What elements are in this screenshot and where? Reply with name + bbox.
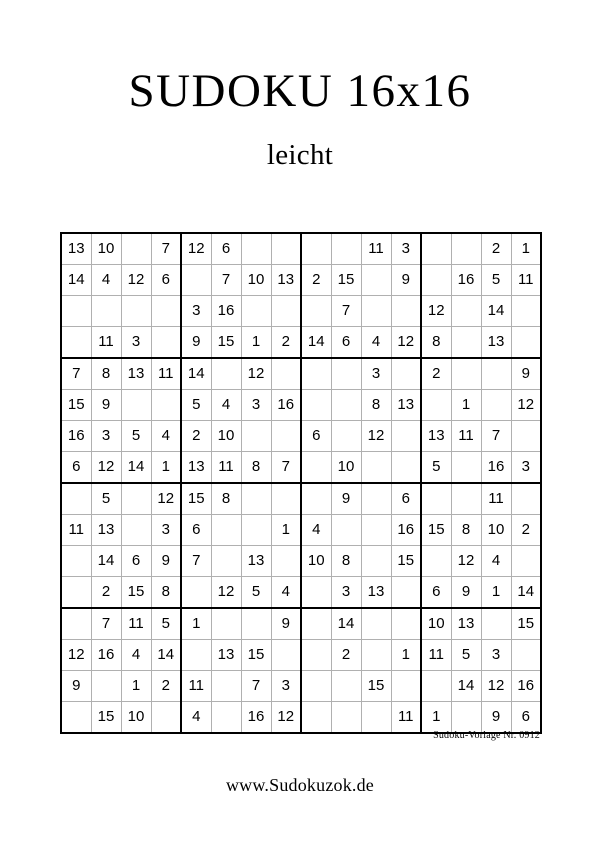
sudoku-cell-given[interactable]: 12 — [511, 390, 541, 421]
sudoku-cell-given[interactable]: 1 — [511, 233, 541, 265]
sudoku-cell-empty[interactable] — [241, 421, 271, 452]
sudoku-cell-given[interactable]: 9 — [391, 265, 421, 296]
sudoku-cell-empty[interactable] — [511, 327, 541, 359]
sudoku-row — [61, 515, 541, 546]
sudoku-cell-given[interactable]: 15 — [121, 577, 151, 609]
sudoku-cell-given[interactable]: 4 — [271, 577, 301, 609]
sudoku-cell-empty[interactable] — [301, 358, 331, 390]
sudoku-cell-empty[interactable] — [61, 546, 91, 577]
sudoku-cell-given[interactable]: 8 — [421, 327, 451, 359]
sudoku-cell-given[interactable]: 11 — [121, 608, 151, 640]
sudoku-cell-given[interactable]: 16 — [481, 452, 511, 484]
sudoku-cell-given[interactable]: 10 — [211, 421, 241, 452]
sudoku-cell-given[interactable]: 15 — [91, 702, 121, 734]
sudoku-cell-empty[interactable] — [301, 702, 331, 734]
sudoku-cell-empty[interactable] — [301, 233, 331, 265]
sudoku-cell-given[interactable]: 15 — [241, 640, 271, 671]
sudoku-cell-empty[interactable] — [241, 296, 271, 327]
sudoku-cell-given[interactable]: 15 — [361, 671, 391, 702]
sudoku-cell-given[interactable]: 5 — [481, 265, 511, 296]
sudoku-cell-given[interactable]: 15 — [331, 265, 361, 296]
sudoku-cell-empty[interactable] — [271, 296, 301, 327]
sudoku-cell-given[interactable]: 15 — [511, 608, 541, 640]
sudoku-cell-given[interactable]: 4 — [361, 327, 391, 359]
sudoku-cell-given[interactable]: 11 — [451, 421, 481, 452]
sudoku-cell-given[interactable]: 15 — [211, 327, 241, 359]
sudoku-cell-empty[interactable] — [301, 671, 331, 702]
sudoku-cell-empty[interactable] — [361, 640, 391, 671]
sudoku-cell-given[interactable]: 4 — [151, 421, 181, 452]
sudoku-cell-empty[interactable] — [421, 390, 451, 421]
sudoku-cell-given[interactable]: 5 — [451, 640, 481, 671]
sudoku-cell-given[interactable]: 9 — [451, 577, 481, 609]
sudoku-cell-empty[interactable] — [211, 546, 241, 577]
sudoku-cell-given[interactable]: 13 — [241, 546, 271, 577]
sudoku-row — [61, 233, 541, 265]
sudoku-cell-given[interactable]: 10 — [241, 265, 271, 296]
sudoku-cell-empty[interactable] — [511, 640, 541, 671]
sudoku-cell-given[interactable]: 4 — [181, 702, 211, 734]
sudoku-cell-given[interactable]: 16 — [91, 640, 121, 671]
sudoku-cell-given[interactable]: 10 — [481, 515, 511, 546]
sudoku-cell-empty[interactable] — [391, 671, 421, 702]
sudoku-cell-given[interactable]: 3 — [181, 296, 211, 327]
sudoku-row — [61, 546, 541, 577]
sudoku-cell-empty[interactable] — [361, 515, 391, 546]
sudoku-cell-given[interactable]: 4 — [481, 546, 511, 577]
sudoku-cell-given[interactable]: 4 — [91, 265, 121, 296]
sudoku-cell-empty[interactable] — [391, 358, 421, 390]
sudoku-cell-given[interactable]: 13 — [421, 421, 451, 452]
sudoku-cell-given[interactable]: 9 — [271, 608, 301, 640]
sudoku-row — [61, 483, 541, 515]
sudoku-row — [61, 671, 541, 702]
sudoku-cell-empty[interactable] — [211, 671, 241, 702]
sudoku-cell-empty[interactable] — [481, 608, 511, 640]
sudoku-cell-empty[interactable] — [211, 358, 241, 390]
sudoku-cell-given[interactable]: 3 — [151, 515, 181, 546]
sudoku-cell-given[interactable]: 5 — [421, 452, 451, 484]
sudoku-cell-given[interactable]: 5 — [121, 421, 151, 452]
sudoku-cell-given[interactable]: 12 — [481, 671, 511, 702]
sudoku-cell-given[interactable]: 13 — [481, 327, 511, 359]
sudoku-cell-given[interactable]: 6 — [181, 515, 211, 546]
sudoku-grid-container — [60, 232, 542, 734]
sudoku-cell-empty[interactable] — [331, 702, 361, 734]
sudoku-cell-empty[interactable] — [301, 452, 331, 484]
sudoku-cell-empty[interactable] — [301, 608, 331, 640]
sudoku-cell-given[interactable]: 12 — [151, 483, 181, 515]
sudoku-cell-empty[interactable] — [301, 577, 331, 609]
sudoku-cell-empty[interactable] — [391, 452, 421, 484]
sudoku-cell-empty[interactable] — [421, 483, 451, 515]
sudoku-cell-empty[interactable] — [331, 421, 361, 452]
sudoku-cell-given[interactable]: 15 — [61, 390, 91, 421]
sudoku-cell-empty[interactable] — [61, 327, 91, 359]
sudoku-cell-given[interactable]: 14 — [301, 327, 331, 359]
sudoku-cell-empty[interactable] — [481, 390, 511, 421]
sudoku-cell-empty[interactable] — [181, 577, 211, 609]
sudoku-row — [61, 608, 541, 640]
sudoku-cell-empty[interactable] — [181, 640, 211, 671]
sudoku-cell-empty[interactable] — [151, 702, 181, 734]
sudoku-cell-empty[interactable] — [151, 296, 181, 327]
sudoku-cell-given[interactable]: 2 — [331, 640, 361, 671]
sudoku-cell-empty[interactable] — [301, 483, 331, 515]
sudoku-cell-given[interactable]: 16 — [271, 390, 301, 421]
sudoku-cell-given[interactable]: 5 — [151, 608, 181, 640]
sudoku-cell-given[interactable]: 14 — [451, 671, 481, 702]
sudoku-cell-empty[interactable] — [91, 671, 121, 702]
sudoku-cell-given[interactable]: 1 — [181, 608, 211, 640]
sudoku-cell-given[interactable]: 12 — [271, 702, 301, 734]
sudoku-cell-empty[interactable] — [271, 546, 301, 577]
sudoku-cell-given[interactable]: 12 — [391, 327, 421, 359]
sudoku-cell-empty[interactable] — [61, 483, 91, 515]
sudoku-cell-empty[interactable] — [91, 296, 121, 327]
sudoku-cell-empty[interactable] — [391, 608, 421, 640]
sudoku-row — [61, 296, 541, 327]
sudoku-cell-given[interactable]: 6 — [391, 483, 421, 515]
sudoku-cell-given[interactable]: 6 — [421, 577, 451, 609]
sudoku-cell-given[interactable]: 6 — [331, 327, 361, 359]
sudoku-cell-empty[interactable] — [451, 327, 481, 359]
sudoku-cell-given[interactable]: 7 — [181, 546, 211, 577]
sudoku-cell-given[interactable]: 15 — [181, 483, 211, 515]
sudoku-cell-given[interactable]: 12 — [451, 546, 481, 577]
sudoku-cell-empty[interactable] — [61, 577, 91, 609]
sudoku-cell-given[interactable]: 7 — [91, 608, 121, 640]
sudoku-cell-empty[interactable] — [121, 296, 151, 327]
sudoku-cell-given[interactable]: 16 — [451, 265, 481, 296]
sudoku-cell-given[interactable]: 13 — [181, 452, 211, 484]
sudoku-cell-given[interactable]: 8 — [451, 515, 481, 546]
sudoku-cell-given[interactable]: 5 — [241, 577, 271, 609]
sudoku-cell-empty[interactable] — [151, 327, 181, 359]
sudoku-row — [61, 452, 541, 484]
sudoku-cell-given[interactable]: 9 — [511, 358, 541, 390]
sudoku-cell-given[interactable]: 16 — [241, 702, 271, 734]
sudoku-cell-empty[interactable] — [241, 483, 271, 515]
template-reference: Sudoku-Vorlage Nr. 0912 — [433, 730, 540, 741]
sudoku-cell-empty[interactable] — [271, 421, 301, 452]
sudoku-cell-empty[interactable] — [61, 296, 91, 327]
sudoku-cell-given[interactable]: 3 — [391, 233, 421, 265]
sudoku-cell-given[interactable]: 6 — [61, 452, 91, 484]
sudoku-cell-given[interactable]: 3 — [331, 577, 361, 609]
sudoku-cell-given[interactable]: 6 — [151, 265, 181, 296]
sudoku-cell-given[interactable]: 13 — [61, 233, 91, 265]
sudoku-cell-empty[interactable] — [361, 452, 391, 484]
sudoku-cell-given[interactable]: 11 — [361, 233, 391, 265]
sudoku-cell-given[interactable]: 14 — [511, 577, 541, 609]
sudoku-cell-given[interactable]: 7 — [331, 296, 361, 327]
sudoku-cell-empty[interactable] — [361, 608, 391, 640]
sudoku-cell-given[interactable]: 10 — [121, 702, 151, 734]
sudoku-cell-empty[interactable] — [421, 233, 451, 265]
sudoku-cell-empty[interactable] — [481, 358, 511, 390]
sudoku-cell-empty[interactable] — [241, 515, 271, 546]
sudoku-cell-empty[interactable] — [451, 483, 481, 515]
sudoku-cell-empty[interactable] — [361, 546, 391, 577]
sudoku-cell-given[interactable]: 2 — [421, 358, 451, 390]
sudoku-cell-given[interactable]: 13 — [361, 577, 391, 609]
sudoku-cell-given[interactable]: 2 — [511, 515, 541, 546]
site-url: www.Sudokuzok.de — [225, 775, 375, 795]
sudoku-cell-given[interactable]: 3 — [121, 327, 151, 359]
page-header — [0, 0, 600, 172]
sudoku-row — [61, 390, 541, 421]
sudoku-cell-given[interactable]: 6 — [511, 702, 541, 734]
sudoku-cell-empty[interactable] — [211, 702, 241, 734]
sudoku-cell-given[interactable]: 3 — [91, 421, 121, 452]
sudoku-cell-empty[interactable] — [391, 421, 421, 452]
sudoku-cell-empty[interactable] — [511, 421, 541, 452]
sudoku-cell-given[interactable]: 6 — [211, 233, 241, 265]
sudoku-cell-given[interactable]: 7 — [271, 452, 301, 484]
sudoku-cell-empty[interactable] — [301, 296, 331, 327]
sudoku-cell-given[interactable]: 7 — [241, 671, 271, 702]
sudoku-cell-given[interactable]: 16 — [511, 671, 541, 702]
sudoku-cell-given[interactable]: 10 — [331, 452, 361, 484]
sudoku-cell-given[interactable]: 2 — [481, 233, 511, 265]
sudoku-cell-given[interactable]: 11 — [421, 640, 451, 671]
sudoku-cell-given[interactable]: 16 — [211, 296, 241, 327]
sudoku-cell-empty[interactable] — [121, 390, 151, 421]
sudoku-cell-given[interactable]: 1 — [241, 327, 271, 359]
sudoku-cell-given[interactable]: 3 — [241, 390, 271, 421]
sudoku-cell-empty[interactable] — [361, 702, 391, 734]
sudoku-cell-given[interactable]: 6 — [121, 546, 151, 577]
sudoku-cell-empty[interactable] — [121, 483, 151, 515]
difficulty-label: leicht — [266, 139, 334, 171]
sudoku-cell-empty[interactable] — [511, 483, 541, 515]
sudoku-grid[interactable] — [60, 232, 542, 734]
sudoku-cell-given[interactable]: 7 — [481, 421, 511, 452]
sudoku-cell-given[interactable]: 2 — [301, 265, 331, 296]
sudoku-cell-empty[interactable] — [271, 640, 301, 671]
sudoku-cell-given[interactable]: 12 — [91, 452, 121, 484]
sudoku-row — [61, 640, 541, 671]
sudoku-cell-given[interactable]: 15 — [421, 515, 451, 546]
sudoku-cell-given[interactable]: 10 — [301, 546, 331, 577]
sudoku-cell-given[interactable]: 13 — [271, 265, 301, 296]
sudoku-cell-empty[interactable] — [331, 233, 361, 265]
sudoku-cell-given[interactable]: 9 — [91, 390, 121, 421]
sudoku-cell-given[interactable]: 13 — [91, 515, 121, 546]
sudoku-cell-given[interactable]: 1 — [481, 577, 511, 609]
sudoku-cell-empty[interactable] — [361, 296, 391, 327]
sudoku-cell-empty[interactable] — [331, 390, 361, 421]
sudoku-cell-given[interactable]: 8 — [361, 390, 391, 421]
sudoku-cell-given[interactable]: 3 — [361, 358, 391, 390]
sudoku-cell-empty[interactable] — [421, 546, 451, 577]
sudoku-cell-given[interactable]: 12 — [211, 577, 241, 609]
sudoku-cell-given[interactable]: 12 — [181, 233, 211, 265]
sudoku-cell-given[interactable]: 4 — [121, 640, 151, 671]
sudoku-cell-empty[interactable] — [451, 702, 481, 734]
sudoku-cell-given[interactable]: 2 — [91, 577, 121, 609]
sudoku-cell-empty[interactable] — [451, 296, 481, 327]
sudoku-cell-given[interactable]: 14 — [151, 640, 181, 671]
sudoku-cell-given[interactable]: 6 — [301, 421, 331, 452]
sudoku-cell-given[interactable]: 10 — [421, 608, 451, 640]
sudoku-row — [61, 421, 541, 452]
sudoku-cell-given[interactable]: 2 — [271, 327, 301, 359]
sudoku-cell-given[interactable]: 10 — [91, 233, 121, 265]
sudoku-cell-empty[interactable] — [241, 233, 271, 265]
sudoku-cell-given[interactable]: 1 — [421, 702, 451, 734]
sudoku-cell-given[interactable]: 3 — [271, 671, 301, 702]
sudoku-cell-given[interactable]: 9 — [151, 546, 181, 577]
sudoku-cell-empty[interactable] — [391, 577, 421, 609]
sudoku-cell-given[interactable]: 7 — [151, 233, 181, 265]
sudoku-cell-empty[interactable] — [511, 296, 541, 327]
sudoku-cell-given[interactable]: 9 — [481, 702, 511, 734]
sudoku-row — [61, 702, 541, 734]
sudoku-cell-given[interactable]: 14 — [91, 546, 121, 577]
sudoku-row — [61, 358, 541, 390]
sudoku-cell-empty[interactable] — [151, 390, 181, 421]
sudoku-cell-given[interactable]: 11 — [211, 452, 241, 484]
sudoku-cell-given[interactable]: 14 — [121, 452, 151, 484]
sudoku-cell-empty[interactable] — [181, 265, 211, 296]
sudoku-cell-given[interactable]: 1 — [151, 452, 181, 484]
sudoku-cell-given[interactable]: 9 — [331, 483, 361, 515]
sudoku-cell-given[interactable]: 9 — [61, 671, 91, 702]
sudoku-cell-given[interactable]: 8 — [241, 452, 271, 484]
sudoku-cell-empty[interactable] — [211, 515, 241, 546]
sudoku-cell-given[interactable]: 7 — [61, 358, 91, 390]
sudoku-cell-empty[interactable] — [331, 515, 361, 546]
sudoku-cell-given[interactable]: 7 — [211, 265, 241, 296]
sudoku-cell-given[interactable]: 1 — [451, 390, 481, 421]
sudoku-cell-given[interactable]: 8 — [211, 483, 241, 515]
sudoku-cell-given[interactable]: 1 — [271, 515, 301, 546]
sudoku-cell-given[interactable]: 3 — [511, 452, 541, 484]
sudoku-cell-given[interactable]: 14 — [331, 608, 361, 640]
sudoku-cell-given[interactable]: 8 — [331, 546, 361, 577]
sudoku-cell-given[interactable]: 13 — [121, 358, 151, 390]
sudoku-cell-empty[interactable] — [451, 452, 481, 484]
sudoku-cell-given[interactable]: 13 — [451, 608, 481, 640]
sudoku-cell-given[interactable]: 5 — [91, 483, 121, 515]
sudoku-cell-given[interactable]: 12 — [361, 421, 391, 452]
sudoku-cell-given[interactable]: 11 — [181, 671, 211, 702]
sudoku-cell-given[interactable]: 15 — [391, 546, 421, 577]
sudoku-cell-empty[interactable] — [301, 390, 331, 421]
sudoku-cell-given[interactable]: 3 — [481, 640, 511, 671]
sudoku-cell-empty[interactable] — [391, 296, 421, 327]
sudoku-cell-given[interactable]: 11 — [61, 515, 91, 546]
sudoku-cell-given[interactable]: 12 — [121, 265, 151, 296]
sudoku-row — [61, 577, 541, 609]
sudoku-cell-given[interactable]: 14 — [181, 358, 211, 390]
sudoku-cell-empty[interactable] — [241, 608, 271, 640]
sudoku-row — [61, 327, 541, 359]
sudoku-cell-given[interactable]: 16 — [391, 515, 421, 546]
sudoku-cell-given[interactable]: 4 — [301, 515, 331, 546]
sudoku-cell-empty[interactable] — [331, 358, 361, 390]
sudoku-cell-empty[interactable] — [331, 671, 361, 702]
sudoku-cell-given[interactable]: 13 — [211, 640, 241, 671]
sudoku-cell-given[interactable]: 11 — [391, 702, 421, 734]
sudoku-cell-empty[interactable] — [511, 546, 541, 577]
sudoku-cell-given[interactable]: 8 — [151, 577, 181, 609]
sudoku-grid-body — [61, 233, 541, 733]
page-title: SUDOKU 16x16 — [128, 65, 472, 117]
sudoku-cell-given[interactable]: 2 — [151, 671, 181, 702]
sudoku-cell-given[interactable]: 16 — [61, 421, 91, 452]
sudoku-cell-empty[interactable] — [301, 640, 331, 671]
sudoku-cell-given[interactable]: 8 — [91, 358, 121, 390]
sudoku-cell-empty[interactable] — [61, 608, 91, 640]
sudoku-cell-given[interactable]: 11 — [151, 358, 181, 390]
sudoku-cell-empty[interactable] — [121, 515, 151, 546]
sudoku-cell-given[interactable]: 12 — [421, 296, 451, 327]
sudoku-cell-given[interactable]: 2 — [181, 421, 211, 452]
sudoku-cell-given[interactable]: 5 — [181, 390, 211, 421]
sudoku-cell-empty[interactable] — [211, 608, 241, 640]
sudoku-cell-empty[interactable] — [61, 702, 91, 734]
sudoku-cell-empty[interactable] — [271, 233, 301, 265]
sudoku-cell-empty[interactable] — [421, 671, 451, 702]
sudoku-cell-given[interactable]: 9 — [181, 327, 211, 359]
sudoku-cell-given[interactable]: 1 — [121, 671, 151, 702]
sudoku-cell-empty[interactable] — [451, 233, 481, 265]
sudoku-cell-given[interactable]: 1 — [391, 640, 421, 671]
sudoku-cell-given[interactable]: 14 — [61, 265, 91, 296]
sudoku-cell-given[interactable]: 4 — [211, 390, 241, 421]
sudoku-cell-empty[interactable] — [361, 265, 391, 296]
sudoku-cell-given[interactable]: 13 — [391, 390, 421, 421]
sudoku-cell-empty[interactable] — [271, 483, 301, 515]
sudoku-row — [61, 265, 541, 296]
sudoku-cell-given[interactable]: 14 — [481, 296, 511, 327]
sudoku-cell-empty[interactable] — [361, 483, 391, 515]
sudoku-cell-empty[interactable] — [271, 358, 301, 390]
sudoku-cell-given[interactable]: 12 — [241, 358, 271, 390]
sudoku-cell-given[interactable]: 11 — [511, 265, 541, 296]
sudoku-cell-given[interactable]: 11 — [91, 327, 121, 359]
sudoku-cell-empty[interactable] — [451, 358, 481, 390]
sudoku-cell-given[interactable]: 11 — [481, 483, 511, 515]
sudoku-cell-empty[interactable] — [421, 265, 451, 296]
sudoku-cell-empty[interactable] — [121, 233, 151, 265]
sudoku-cell-given[interactable]: 12 — [61, 640, 91, 671]
